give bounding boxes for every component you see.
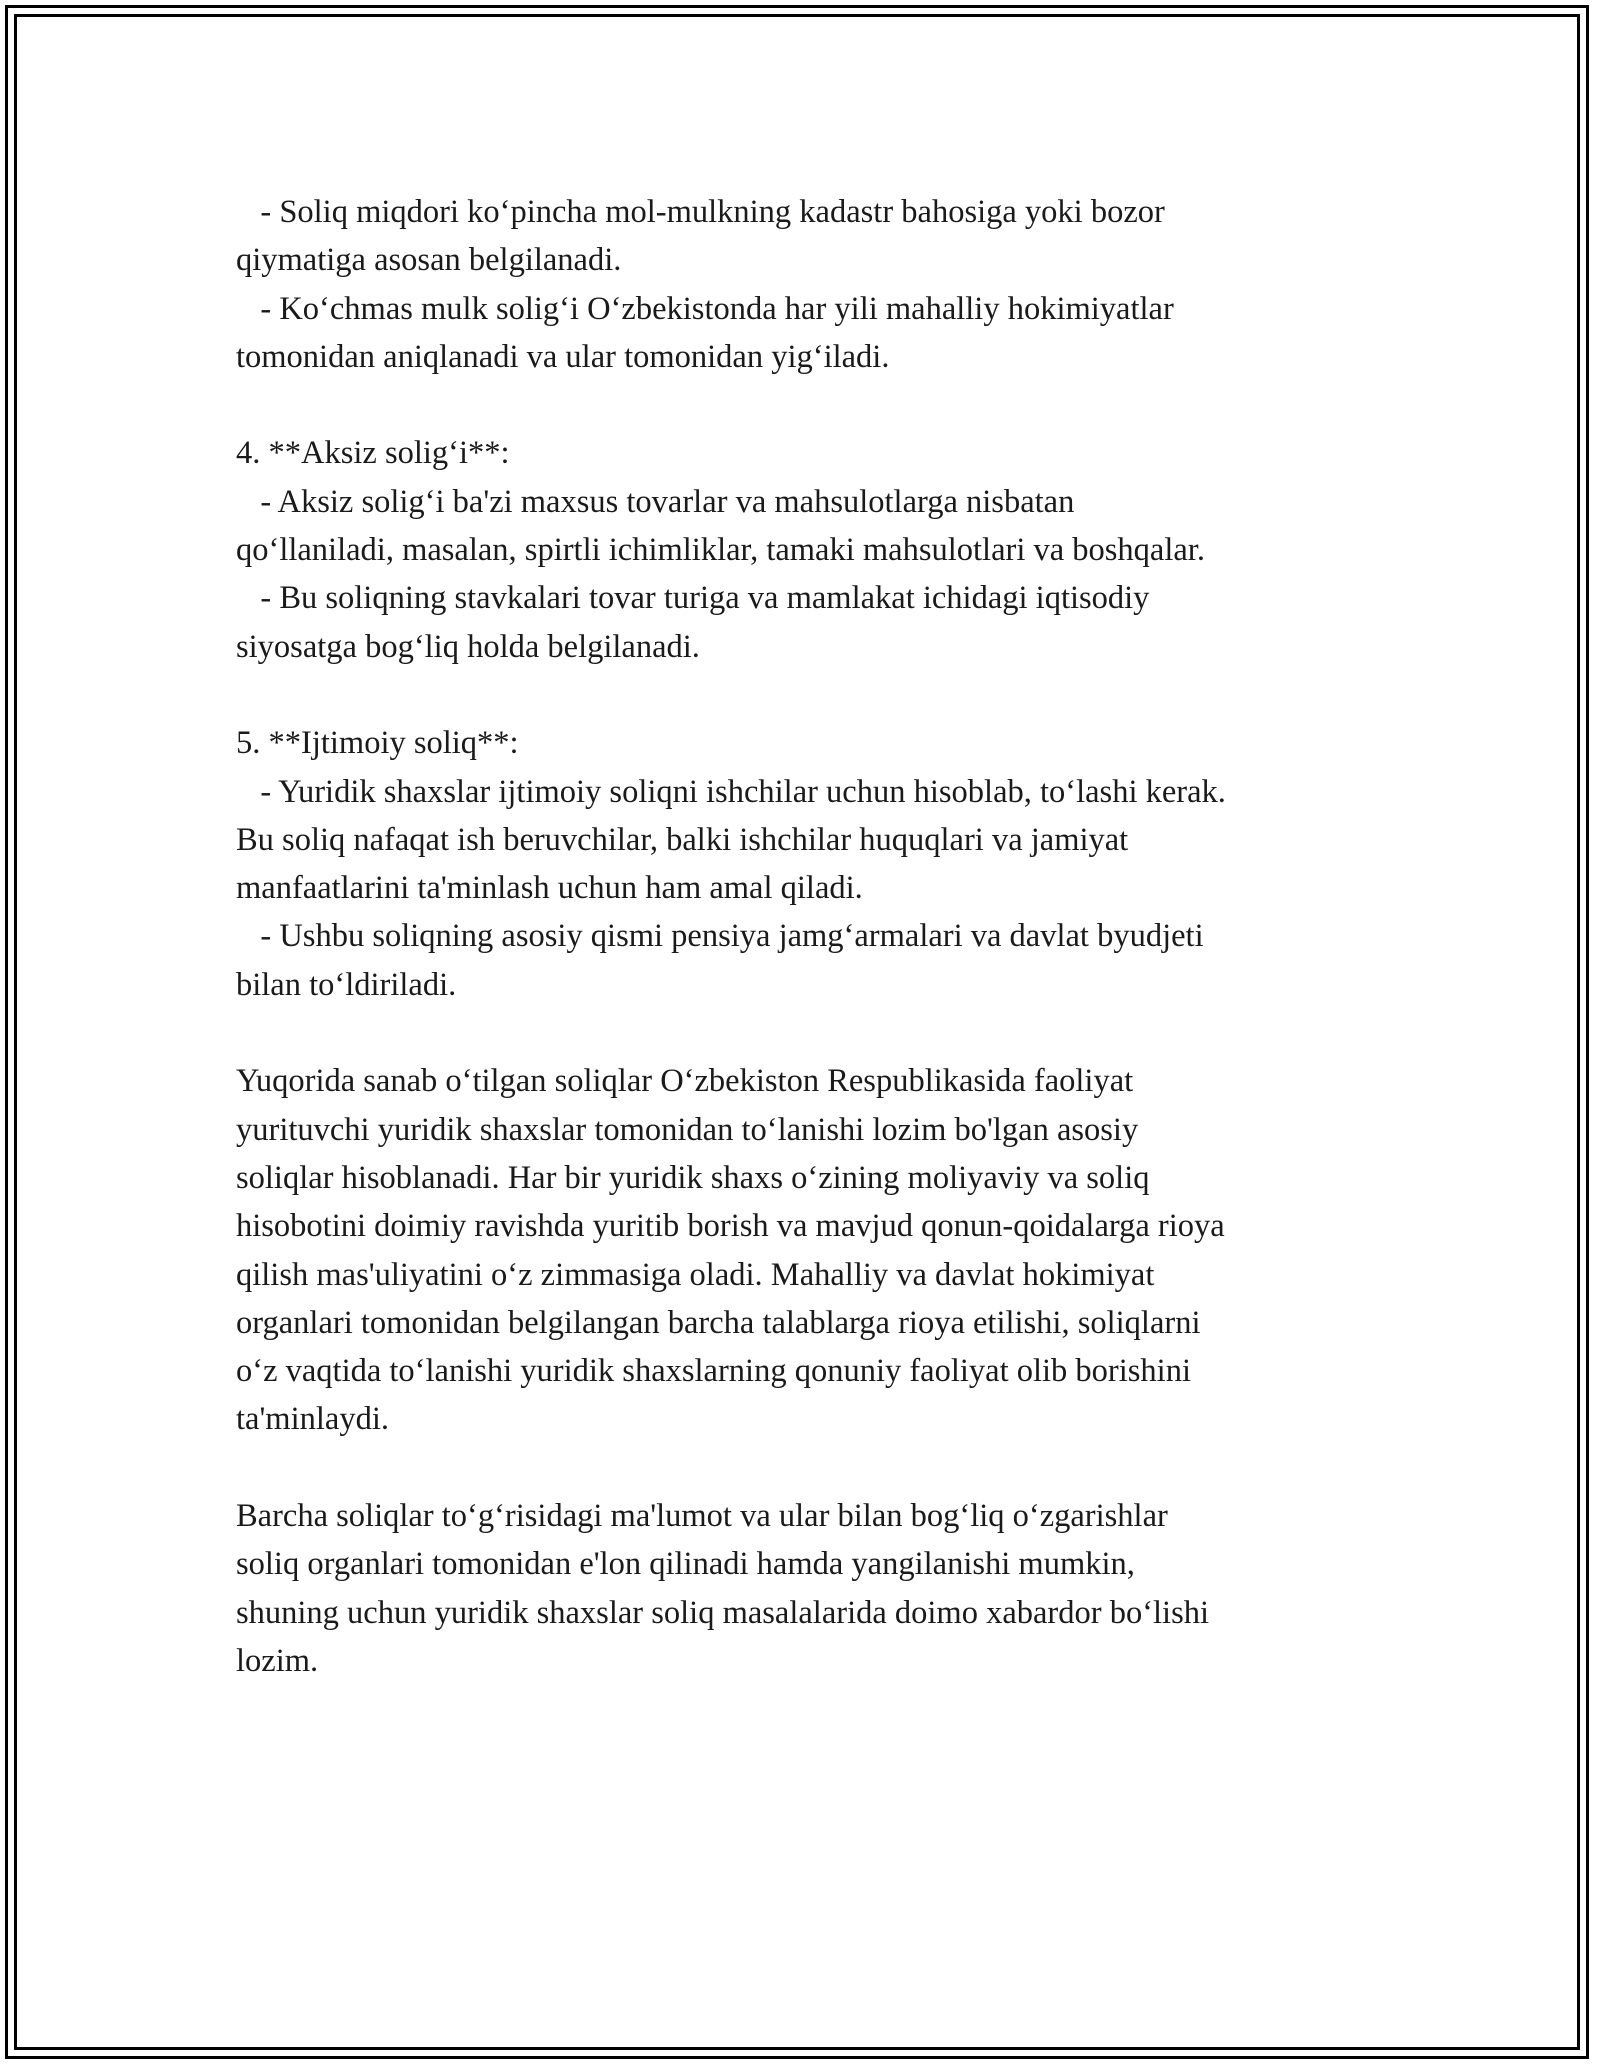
text-line: organlari tomonidan belgilangan barcha talablarga rioya etilishi, soliqlarni xyxy=(236,1304,1201,1341)
text-line: - Yuridik shaxslar ijtimoiy soliqni ishchilar uchun hisoblab, to‘lashi kerak. xyxy=(236,773,1226,810)
text-line: - Ushbu soliqning asosiy qismi pensiya jamg‘armalari va davlat byudjeti xyxy=(236,918,1204,955)
blank-line xyxy=(236,381,1366,429)
text-line: soliq organlari tomonidan e'lon qilinadi hamda yangilanishi mumkin, xyxy=(236,1546,1135,1583)
text-line: - Aksiz solig‘i ba'zi maxsus tovarlar va mahsulotlarga nisbatan xyxy=(236,483,1075,520)
text-line: qo‘llaniladi, masalan, spirtli ichimliklar, tamaki mahsulotlari va boshqalar. xyxy=(236,532,1205,569)
text-line: siyosatga bog‘liq holda belgilanadi. xyxy=(236,628,700,665)
text-line: hisobotini doimiy ravishda yuritib borish va mavjud qonun-qoidalarga rioya xyxy=(236,1208,1225,1245)
text-line: - Bu soliqning stavkalari tovar turiga va mamlakat ichidagi iqtisodiy xyxy=(236,580,1150,617)
text-line: bilan to‘ldiriladi. xyxy=(236,966,457,1003)
blank-line xyxy=(236,671,1366,719)
text-line: 4. **Aksiz solig‘i**: xyxy=(236,435,510,472)
document-body xyxy=(236,188,1366,1685)
text-line: Yuqorida sanab o‘tilgan soliqlar O‘zbekiston Respublikasida faoliyat xyxy=(236,1063,1134,1100)
blank-line xyxy=(236,1009,1366,1057)
text-line: - Soliq miqdori ko‘pincha mol-mulkning kadastr bahosiga yoki bozor xyxy=(236,194,1165,230)
text-line: ta'minlaydi. xyxy=(236,1401,389,1438)
text-line: soliqlar hisoblanadi. Har bir yuridik shaxs o‘zining moliyaviy va soliq xyxy=(236,1159,1150,1196)
text-line: 5. **Ijtimoiy soliq**: xyxy=(236,725,519,762)
text-line: yurituvchi yuridik shaxslar tomonidan to‘lanishi lozim bo'lgan asosiy xyxy=(236,1111,1139,1148)
text-line: shuning uchun yuridik shaxslar soliq masalalarida doimo xabardor bo‘lishi xyxy=(236,1594,1210,1631)
text-line: qilish mas'uliyatini o‘z zimmasiga oladi. Mahalliy va davlat hokimiyat xyxy=(236,1256,1155,1293)
text-line: tomonidan aniqlanadi va ular tomonidan yig‘iladi. xyxy=(236,338,890,375)
text-line: Barcha soliqlar to‘g‘risidagi ma'lumot va ular bilan bog‘liq o‘zgarishlar xyxy=(236,1498,1168,1535)
text-line: manfaatlarini ta'minlash uchun ham amal qiladi. xyxy=(236,870,863,907)
text-line: o‘z vaqtida to‘lanishi yuridik shaxslarning qonuniy faoliyat olib borishini xyxy=(236,1353,1191,1390)
text-line: qiymatiga asosan belgilanadi. xyxy=(236,242,622,279)
text-line: - Ko‘chmas mulk solig‘i O‘zbekistonda har yili mahalliy hokimiyatlar xyxy=(236,290,1174,327)
text-line: lozim. xyxy=(236,1642,319,1679)
blank-line xyxy=(236,1444,1366,1492)
text-line: Bu soliq nafaqat ish beruvchilar, balki ishchilar huquqlari va jamiyat xyxy=(236,821,1129,858)
